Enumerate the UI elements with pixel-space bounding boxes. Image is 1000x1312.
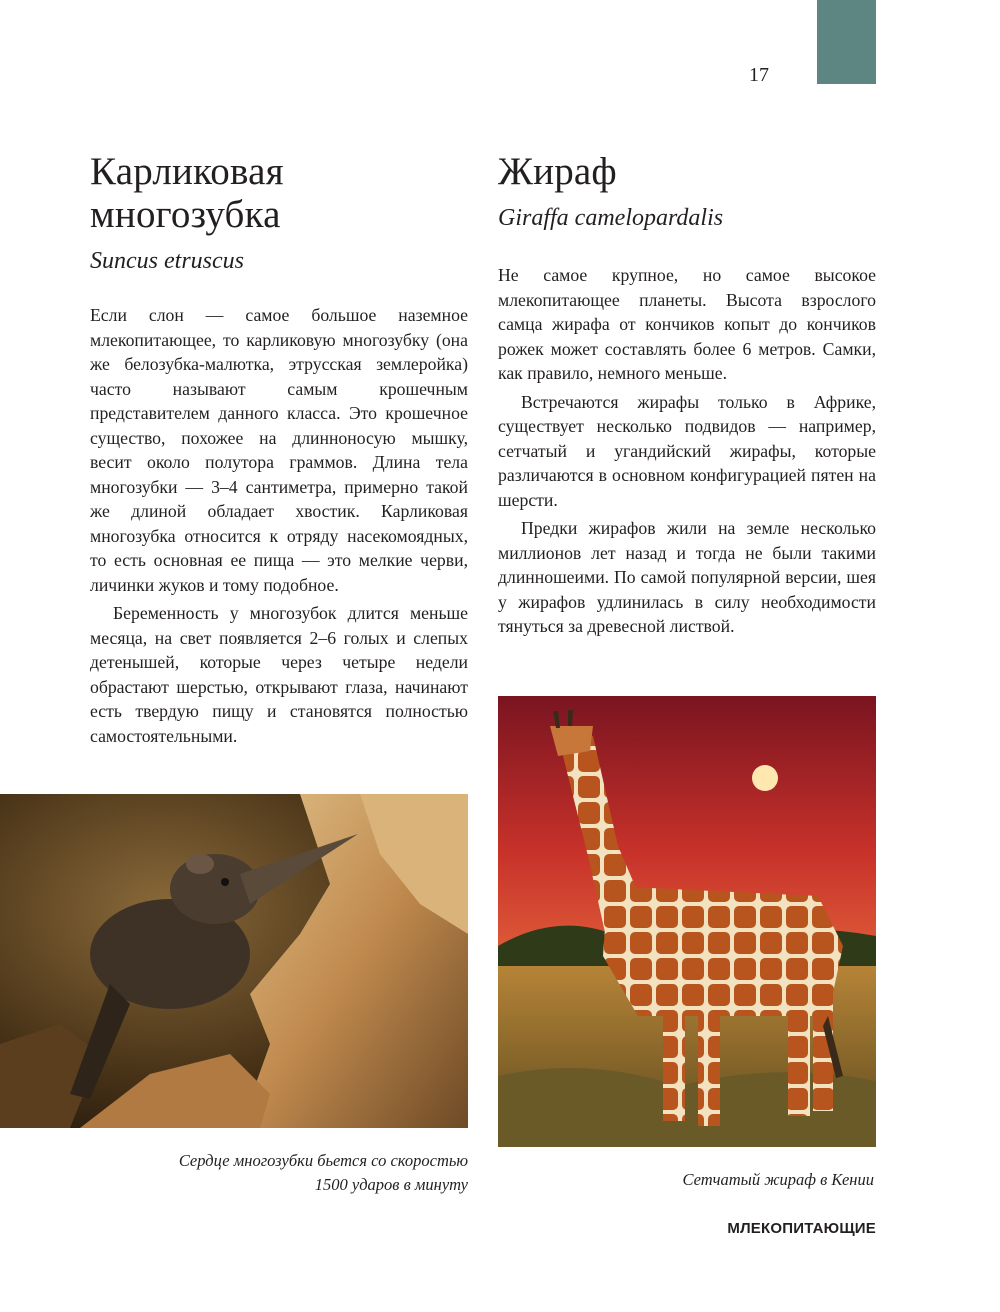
giraffe-article — [498, 150, 876, 639]
giraffe-caption: Сетчатый жираф в Кении — [682, 1170, 874, 1189]
page-number: 17 — [749, 64, 769, 86]
shrew-title-line: многозубка — [90, 193, 281, 236]
shrew-caption-line: Сердце многозубки бьется со скоростью — [178, 1151, 468, 1170]
shrew-paragraph: Беременность у многозубок длится меньше месяца, на свет появляется 2–6 голых и слепых детенышей, которые через четыре недели обрастают шерстью, открывают глаза, начинают есть твердую пищу и становятся полностью самостоятельными. — [90, 603, 468, 746]
shrew-paragraph: Если слон — самое большое наземное млекопитающее, то карликовую многозубку (она же белозубка-малютка, этрусская землеройка) часто называют самым крошечным представителем данного класса. Это крошечное существо, похожее на длинноносую мышку, весит около полутора граммов. Длина тела многозубки — 3–4 сантиметра, примерно такой же длиной обладает хвостик. Карликовая многозубка относится к отряду насекомоядных, то есть основная ее пища — это мелкие черви, личинки жуков и тому подобное. — [90, 305, 468, 595]
giraffe-latin-name: Giraffa camelopardalis — [498, 205, 724, 231]
giraffe-paragraph: Встречаются жирафы только в Африке, существует несколько подвидов — например, сетчатый и угандийский жирафы, которые различаются в основном конфигурацией пятен на шерсти. — [498, 391, 876, 510]
shrew-body — [90, 303, 468, 748]
shrew-photo — [0, 794, 468, 1128]
section-label: МЛЕКОПИТАЮЩИЕ — [727, 1220, 876, 1237]
shrew-title-line: Карликовая — [90, 150, 284, 193]
shrew-article — [90, 150, 468, 748]
giraffe-body — [498, 263, 876, 639]
shrew-latin-name: Suncus etruscus — [90, 248, 244, 274]
giraffe-paragraph: Предки жирафов жили на земле несколько миллионов лет назад и тогда не были такими длинношеими. По самой популярной версии, шея у жирафов удлинилась в силу необходимости тянуться за древесной листвой. — [498, 518, 876, 636]
shrew-caption — [90, 1149, 468, 1197]
giraffe-photo — [498, 696, 876, 1147]
giraffe-paragraph: Не самое крупное, но самое высокое млекопитающее планеты. Высота взрослого самца жирафа от кончиков копыт до кончиков рожек может составлять более 6 метров. Самки, как правило, немного меньше. — [498, 265, 876, 383]
giraffe-title: Жираф — [498, 150, 617, 193]
chapter-tab — [817, 0, 876, 84]
shrew-title — [90, 150, 468, 236]
shrew-caption-line: 1500 ударов в минуту — [314, 1175, 468, 1194]
